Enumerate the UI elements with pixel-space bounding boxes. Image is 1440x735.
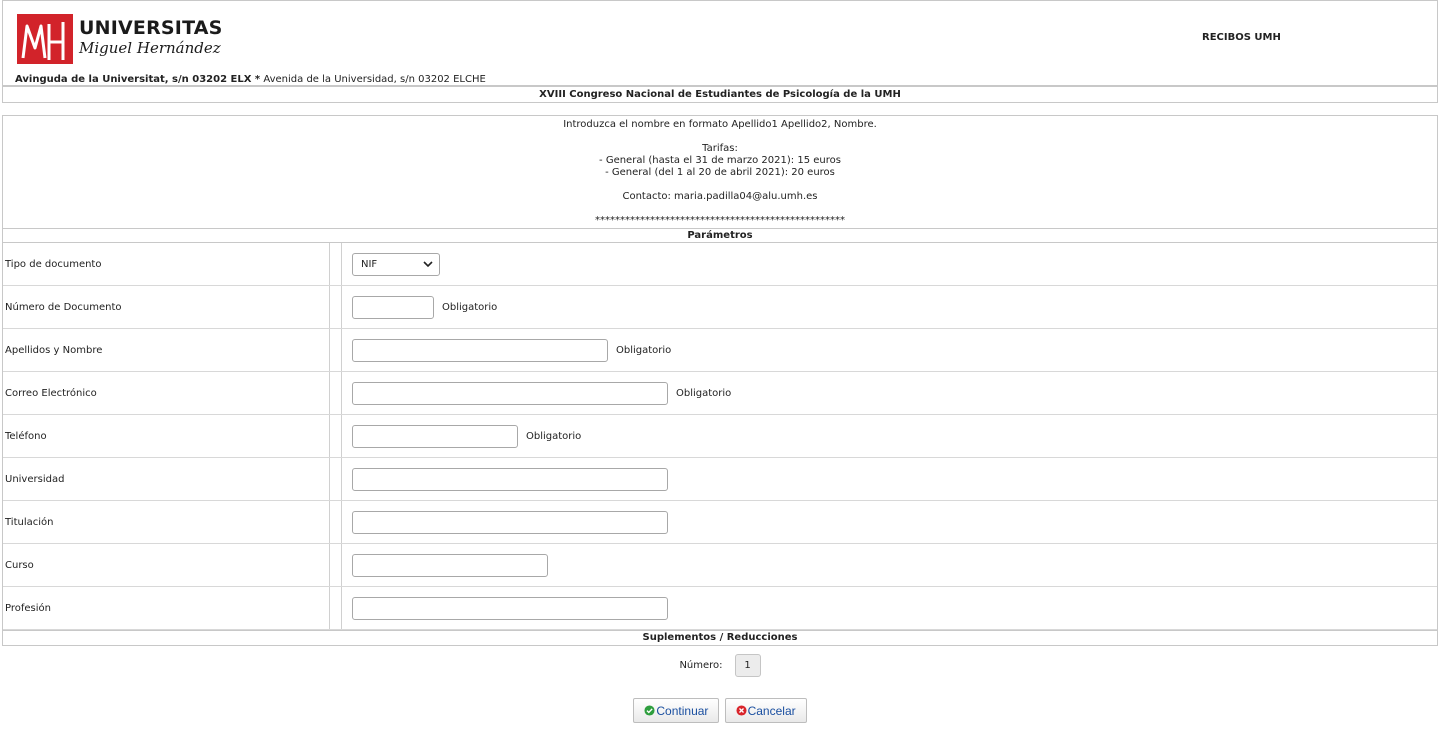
row-divider [329,372,342,414]
correo-input[interactable] [352,382,668,405]
apellidos-nombre-input[interactable] [352,339,608,362]
row-divider [329,415,342,457]
curso-input[interactable] [352,554,548,577]
universidad-input[interactable] [352,468,668,491]
label-numero-documento: Número de Documento [5,302,122,313]
row-apellidos-nombre [3,329,1437,372]
titulacion-input[interactable] [352,511,668,534]
tipo-documento-select[interactable] [352,253,440,276]
label-telefono: Teléfono [5,431,47,442]
info-separator-stars: ************************************************** [595,215,845,226]
label-tipo-documento: Tipo de documento [5,259,102,270]
continuar-button[interactable] [633,698,719,723]
action-buttons [0,698,1440,723]
params-title: Parámetros [2,228,1438,243]
required-label: Obligatorio [526,431,582,442]
suplementos-title: Suplementos / Reducciones [2,630,1438,646]
logo-name-text: Miguel Hernández [79,39,221,57]
row-divider [329,458,342,500]
university-logo [17,14,223,64]
event-title: XVIII Congreso Nacional de Estudiantes de Psicología de la UMH [2,86,1438,103]
info-instructions: Introduzca el nombre en formato Apellido1 Apellido2, Nombre. [563,119,877,130]
row-divider [329,243,342,285]
numero-documento-input[interactable] [352,296,434,319]
row-curso [3,544,1437,587]
row-divider [329,501,342,543]
numero-label: Número: [679,660,723,671]
logo-university-text: UNIVERSITAS [79,17,223,39]
umh-logo-icon [17,14,73,64]
cancelar-button[interactable] [725,698,807,723]
row-telefono [3,415,1437,458]
label-titulacion: Titulación [5,517,54,528]
continuar-label: Continuar [656,703,709,718]
cancelar-label: Cancelar [747,703,796,718]
profesion-input[interactable] [352,597,668,620]
row-divider [329,329,342,371]
address-valenciano: Avinguda de la Universitat, s/n 03202 ELX * [15,74,261,85]
row-numero-documento [3,286,1437,329]
row-universidad [3,458,1437,501]
row-divider [329,286,342,328]
tarifa-general-1: - General (hasta el 31 de marzo 2021): 15 euros [599,155,841,166]
label-correo: Correo Electrónico [5,388,97,399]
telefono-input[interactable] [352,425,518,448]
tipo-documento-value: NIF [361,259,378,270]
app-title: RECIBOS UMH [1202,32,1281,43]
address [15,74,486,85]
label-apellidos-nombre: Apellidos y Nombre [5,345,103,356]
tarifas-title: Tarifas: [702,143,738,154]
contacto: Contacto: maria.padilla04@alu.umh.es [622,191,818,202]
row-titulacion [3,501,1437,544]
page-header [2,0,1438,86]
required-label: Obligatorio [616,345,672,356]
numero-value: 1 [735,654,761,677]
tarifa-general-2: - General (del 1 al 20 de abril 2021): 20 euros [605,167,835,178]
info-box [2,115,1438,228]
chevron-down-icon [423,259,433,269]
check-circle-icon [644,705,655,716]
address-castellano: Avenida de la Universidad, s/n 03202 ELCHE [263,74,486,85]
label-curso: Curso [5,560,34,571]
row-correo [3,372,1437,415]
row-divider [329,544,342,586]
label-profesion: Profesión [5,603,51,614]
required-label: Obligatorio [676,388,732,399]
required-label: Obligatorio [442,302,498,313]
row-divider [329,587,342,629]
x-circle-icon [736,705,747,716]
row-profesion [3,587,1437,630]
row-tipo-documento [3,243,1437,286]
label-universidad: Universidad [5,474,65,485]
params-form [2,243,1438,630]
numero-row [0,654,1440,677]
